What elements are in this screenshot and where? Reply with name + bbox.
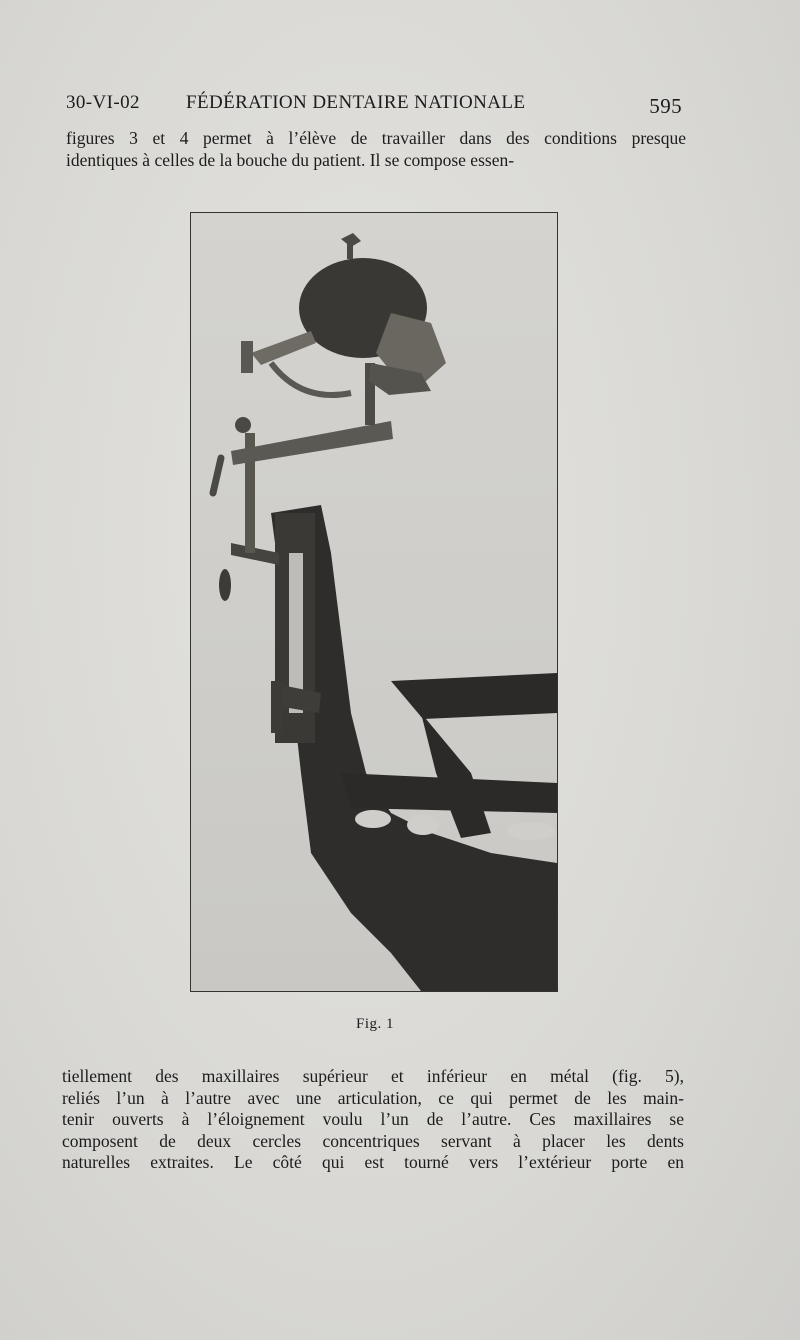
gap-light bbox=[407, 815, 439, 835]
phantom-head-apparatus-illustration bbox=[191, 213, 557, 991]
text-line: composent de deux cercles concentriques servant à placer les dents bbox=[62, 1130, 684, 1151]
text-line: reliés l’un à l’autre avec une articulation, ce qui permet de les main- bbox=[62, 1087, 684, 1108]
figure-photograph-dental-phantom bbox=[190, 212, 558, 992]
clamp-knob bbox=[219, 569, 231, 601]
text-line: tenir ouverts à l’éloignement voulu l’un de l’autre. Ces maxillaires se bbox=[62, 1109, 684, 1129]
header-journal-title: FÉDÉRATION DENTAIRE NATIONALE bbox=[186, 92, 526, 113]
page-number: 595 bbox=[649, 94, 682, 118]
gap-light bbox=[355, 810, 391, 828]
running-header bbox=[66, 92, 682, 122]
paragraph-bottom bbox=[62, 1066, 684, 1174]
lower-knob bbox=[271, 681, 283, 733]
figure-caption: Fig. 1 bbox=[355, 1016, 394, 1032]
paragraph-top bbox=[66, 128, 686, 171]
gap-light bbox=[507, 822, 555, 840]
head-holder-knob bbox=[241, 341, 253, 373]
text-line: figures 3 et 4 permet à l’élève de travailler dans des conditions presque bbox=[66, 128, 686, 148]
header-date: 30-VI-02 bbox=[66, 92, 140, 113]
text-line: identiques à celles de la bouche du patient. Il se compose essen- bbox=[66, 149, 515, 170]
backrest-bar bbox=[391, 673, 557, 719]
arm-handle bbox=[213, 458, 221, 493]
top-screw-stem bbox=[347, 243, 353, 259]
horizontal-arm bbox=[231, 421, 393, 465]
rod-cap bbox=[235, 417, 251, 433]
jaw-bracket bbox=[271, 363, 351, 395]
head-holder-arm bbox=[251, 331, 316, 365]
text-line: tiellement des maxillaires supérieur et inférieur en métal (fig. 5), bbox=[62, 1066, 684, 1086]
text-line: naturelles extraites. Le côté qui est tourné vers l’extérieur porte en bbox=[62, 1152, 684, 1172]
lower-bar bbox=[341, 773, 557, 813]
